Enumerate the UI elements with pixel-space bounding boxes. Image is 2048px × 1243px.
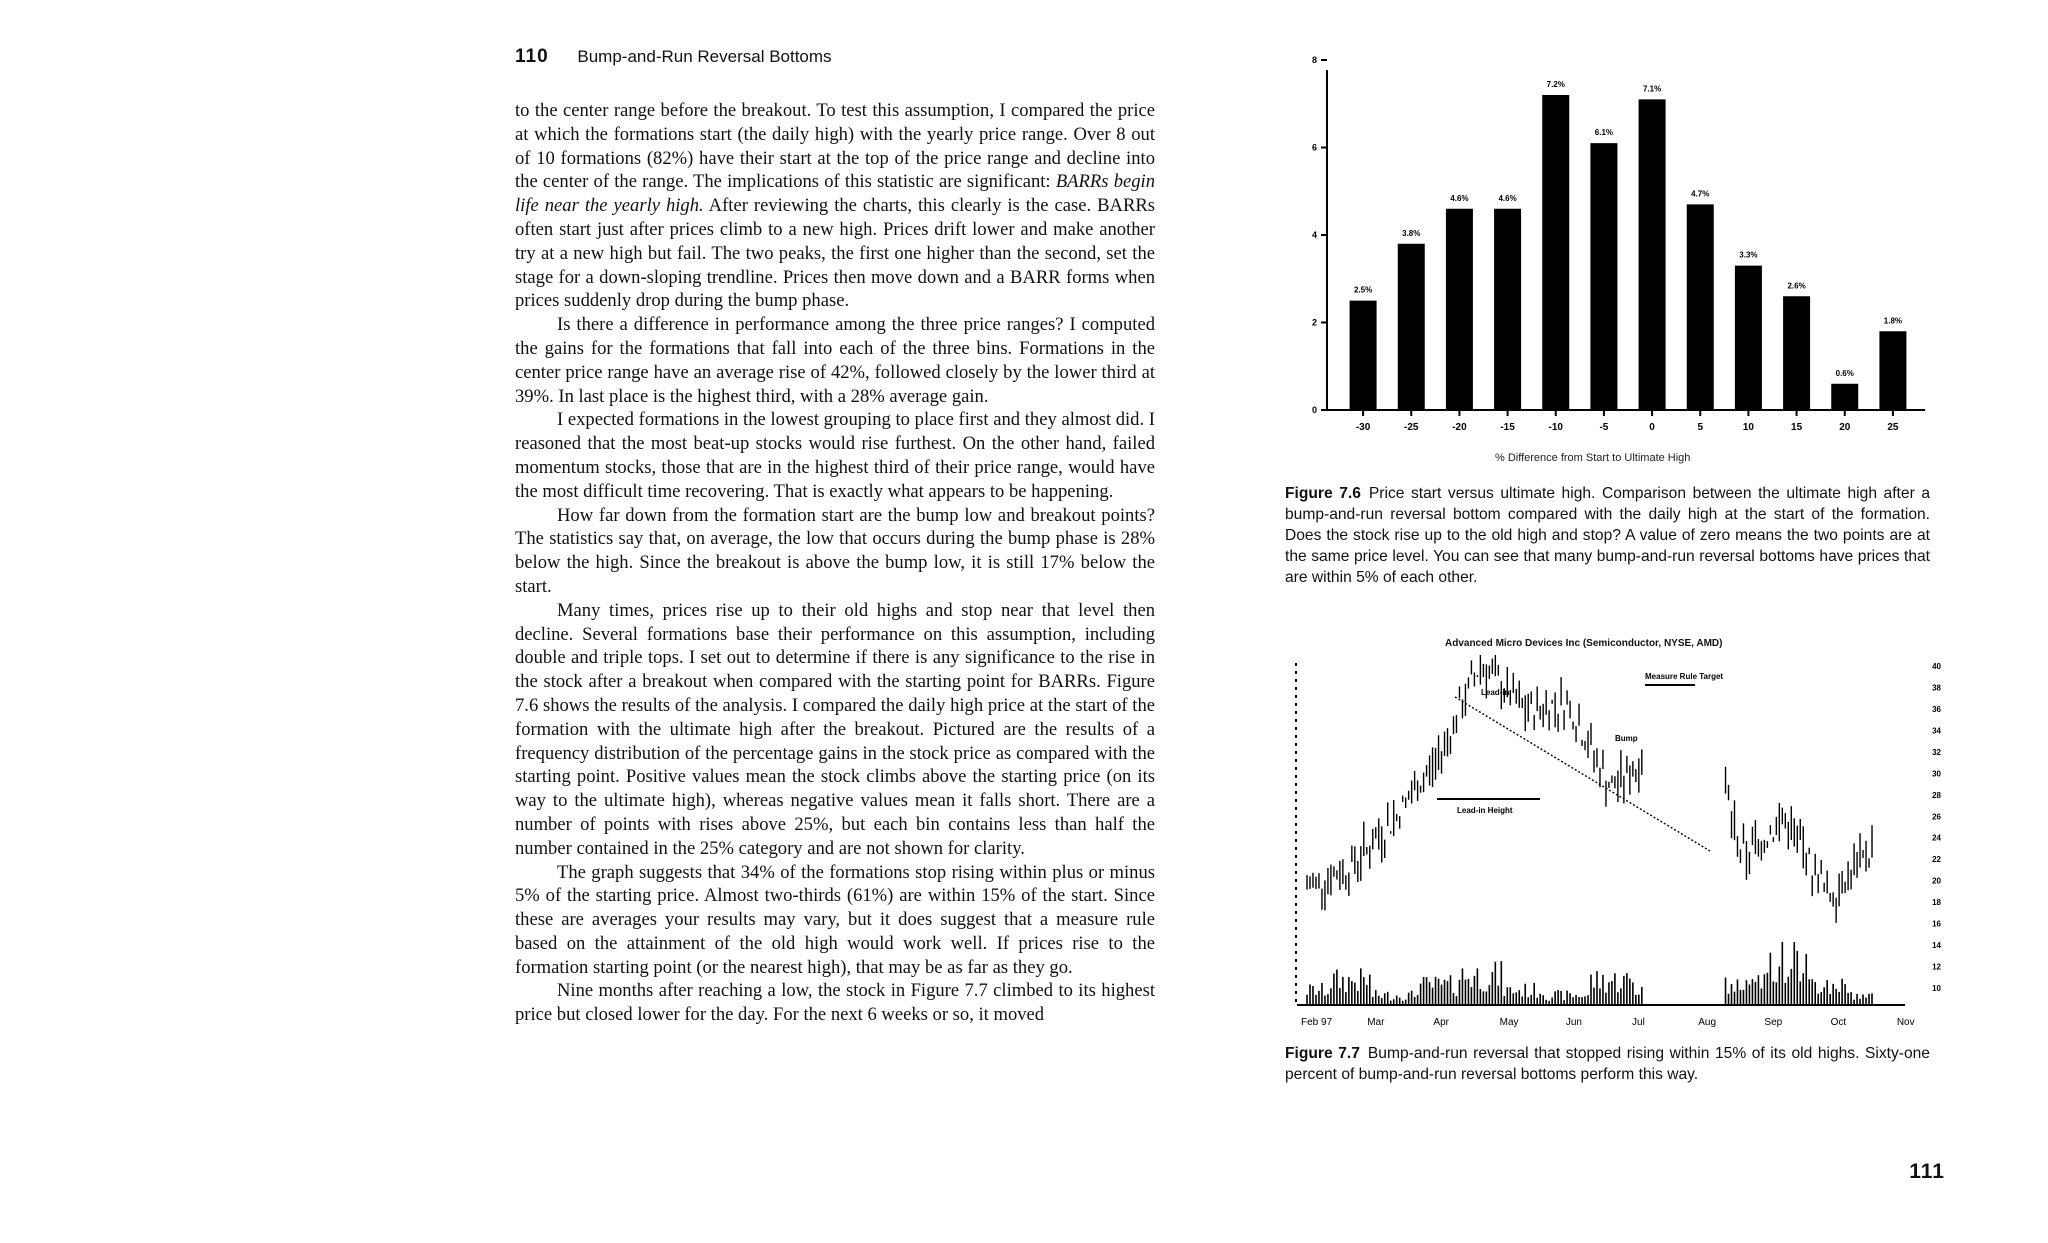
left-page xyxy=(515,0,1155,1243)
stock-chart-title: Advanced Micro Devices Inc (Semiconductor, NYSE, AMD) xyxy=(1445,638,1723,649)
volume-bars xyxy=(1307,942,1872,1005)
figure-7-7-stock-chart xyxy=(1285,655,1945,1035)
bar-data-label: 7.2% xyxy=(1546,80,1565,89)
frame-dot xyxy=(1295,855,1297,858)
paragraph: I expected formations in the lowest grouping to place first and they almost did. I reasoned that the most beat-up stocks would rise furthest. On the other hand, failed momentum stocks, those that are in the highest third of their price range, would have the most difficult time recovering. That is exactly what appears to be happening. xyxy=(515,409,1155,502)
page-number-right: 111 xyxy=(1909,1160,1945,1183)
bar-data-label: 4.6% xyxy=(1498,193,1517,203)
frame-dot xyxy=(1295,895,1297,898)
price-scale-label: 38 xyxy=(1932,683,1941,693)
month-label: Aug xyxy=(1698,1017,1717,1028)
price-scale-label: 40 xyxy=(1932,662,1941,671)
paragraph: to the center range before the breakout. To test this assumption, I compared the price at which the formations start (the daily high) with the yearly price range. Over 8 out of 10 formations (82%) have their start at the top of the price range and decline into the center of the range. The implications of this statistic are significant: BARRs begin life near the yearly high. After reviewing the charts, this clearly is the case. BARRs often start just after prices climb to a new high. Prices drift lower and make another try at a new high but fail. The two peaks, the first one higher than the second, set the stage for a down-sloping trendline. Prices then move down and a BARR forms when prices suddenly drop during the bump phase. xyxy=(515,100,1155,312)
frame-dot xyxy=(1295,735,1297,738)
month-label: Oct xyxy=(1830,1017,1847,1028)
frame-dot xyxy=(1295,935,1297,938)
frame-dot xyxy=(1295,903,1297,906)
month-label: Jul xyxy=(1632,1017,1645,1028)
price-scale-label: 28 xyxy=(1932,790,1941,800)
price-scale-label: 22 xyxy=(1932,855,1941,865)
histogram-bar xyxy=(1446,209,1473,410)
x-tick-label: -20 xyxy=(1452,422,1467,433)
bar-data-label: 7.1% xyxy=(1642,84,1662,94)
frame-dot xyxy=(1295,743,1297,746)
y-tick-label: 6 xyxy=(1311,142,1317,153)
x-tick-label: 10 xyxy=(1742,422,1754,433)
price-scale-label: 24 xyxy=(1932,833,1941,843)
frame-dot xyxy=(1295,983,1297,986)
paragraph: Nine months after reaching a low, the stock in Figure 7.7 climbed to its highest price but closed lower for the day. For the next 6 weeks or so, it moved xyxy=(515,980,1155,1026)
frame-dot xyxy=(1295,663,1297,666)
chart-annotations xyxy=(1437,672,1723,851)
bar-data-label: 4.6% xyxy=(1450,193,1469,203)
bar-data-label: 2.5% xyxy=(1353,285,1373,295)
histogram-bar xyxy=(1542,95,1569,410)
price-scale-label: 34 xyxy=(1932,726,1941,736)
frame-dot xyxy=(1295,815,1297,818)
frame-dot xyxy=(1295,839,1297,842)
month-label: May xyxy=(1499,1017,1519,1028)
month-label: Jun xyxy=(1565,1017,1582,1028)
frame-dot xyxy=(1295,999,1297,1002)
annotation-label: Bump xyxy=(1615,734,1638,743)
stock-chart-axis-labels xyxy=(1301,662,1942,1028)
histogram-bar xyxy=(1831,384,1858,410)
bar-data-label: 3.3% xyxy=(1739,250,1758,260)
body-text xyxy=(515,99,1155,1027)
down-trendline xyxy=(1455,697,1710,851)
frame-dot xyxy=(1295,823,1297,826)
x-tick-label: 15 xyxy=(1791,422,1803,433)
frame-dot xyxy=(1295,943,1297,946)
paragraph: The graph suggests that 34% of the formations stop rising within plus or minus 5% of the starting price. Almost two-thirds (61%) are within 15% of the start. Since these are averages your results may vary, but it does suggest that a measure rule based on the attainment of the old high would work well. If prices rise to the formation starting point (or the nearest high), that may be as far as they go. xyxy=(515,861,1155,978)
frame-dot xyxy=(1295,767,1297,770)
figure-7-6-caption xyxy=(1285,483,1930,588)
page-number-left: 110 xyxy=(515,46,549,67)
bar-data-label: 4.7% xyxy=(1691,189,1710,199)
frame-dot xyxy=(1295,703,1297,706)
histogram-bars xyxy=(1350,95,1907,410)
frame-dot xyxy=(1295,671,1297,674)
frame-dot xyxy=(1295,807,1297,810)
frame-dot xyxy=(1295,879,1297,882)
annotation-label: Measure Rule Target xyxy=(1645,672,1724,681)
running-head xyxy=(515,46,832,68)
frame-dot xyxy=(1295,719,1297,722)
italic-phrase: BARRs begin life near the yearly high. xyxy=(515,171,1155,217)
x-axis-title: % Difference from Start to Ultimate High xyxy=(1495,452,1691,464)
right-page xyxy=(1285,0,1945,1243)
price-scale-label: 16 xyxy=(1932,919,1941,929)
histogram-bar xyxy=(1494,209,1521,410)
price-scale-label: 30 xyxy=(1932,769,1941,779)
frame-dot xyxy=(1295,919,1297,922)
month-label: Sep xyxy=(1764,1017,1783,1028)
bar-data-label: 1.8% xyxy=(1883,316,1903,326)
histogram-bar xyxy=(1639,99,1666,410)
x-tick-label: -25 xyxy=(1404,422,1419,433)
caption-text: Bump-and-run reversal that stopped rising within 15% of its old highs. Sixty-one percent of bump-and-run reversal bottoms perform this way. xyxy=(1285,1045,1930,1083)
frame-dot xyxy=(1295,975,1297,978)
month-label: Apr xyxy=(1433,1017,1449,1028)
bar-data-label: 6.1% xyxy=(1594,128,1614,138)
y-tick-label: 4 xyxy=(1311,230,1317,240)
histogram-bar xyxy=(1783,296,1810,410)
frame-dot xyxy=(1295,847,1297,850)
frame-dot xyxy=(1295,695,1297,698)
frame-dot xyxy=(1295,679,1297,682)
y-tick-label: 2 xyxy=(1311,317,1317,328)
month-label: Mar xyxy=(1367,1017,1385,1028)
frame-dot xyxy=(1295,951,1297,954)
histogram-bar xyxy=(1398,244,1425,410)
running-head-title: Bump-and-Run Reversal Bottoms xyxy=(577,47,832,66)
bar-data-label: 3.8% xyxy=(1402,228,1421,238)
frame-dot xyxy=(1295,871,1297,874)
frame-dot xyxy=(1295,751,1297,754)
frame-dot xyxy=(1295,791,1297,794)
x-tick-label: 25 xyxy=(1887,422,1899,433)
histogram-bar xyxy=(1590,143,1617,410)
bar-data-label: 2.6% xyxy=(1787,281,1806,291)
month-label: Feb 97 xyxy=(1301,1017,1333,1028)
stock-chart-frame xyxy=(1295,663,1905,1005)
frame-dot xyxy=(1295,775,1297,778)
histogram-bar xyxy=(1350,301,1377,410)
price-scale-label: 20 xyxy=(1932,876,1941,886)
frame-dot xyxy=(1295,759,1297,762)
frame-dot xyxy=(1295,863,1297,866)
paragraph: Many times, prices rise up to their old highs and stop near that level then decline. Several formations base their performance on this assumption, including double and triple tops. I set out to determine if there is any significance to the rise in the stock after a breakout when compared with the starting point for BARRs. Figure 7.6 shows the results of the analysis. I compared the daily high price at the start of the formation with the ultimate high after the breakout. Pictured are the results of a frequency distribution of the percentage gains in the stock price as compared with the starting point. Positive values mean the stock climbs above the starting price (on its way to the ultimate high), whereas negative values mean it falls short. There are a number of points with rises above 25%, but each bin contains less than half the number contained in the 25% category and are not shown for clarity. xyxy=(515,599,1155,859)
histogram-bar xyxy=(1687,204,1714,410)
price-scale-label: 14 xyxy=(1932,941,1941,951)
x-tick-label: -30 xyxy=(1355,422,1371,433)
frame-dot xyxy=(1295,711,1297,714)
histogram-bar xyxy=(1735,266,1762,410)
price-scale-label: 10 xyxy=(1932,984,1941,993)
frame-dot xyxy=(1295,927,1297,930)
frame-dot xyxy=(1295,959,1297,962)
x-tick-label: 0 xyxy=(1649,422,1655,433)
caption-label: Figure 7.7 xyxy=(1285,1045,1360,1062)
frame-dot xyxy=(1295,831,1297,834)
x-tick-label: -10 xyxy=(1548,422,1563,433)
frame-dot xyxy=(1295,887,1297,890)
frame-dot xyxy=(1295,783,1297,786)
frame-dot xyxy=(1295,727,1297,730)
caption-text: Price start versus ultimate high. Comparison between the ultimate high after a bump-and-run reversal bottom compared with the daily high at the start of the formation. Does the stock rise up to the old high and stop? A value of zero means the two points are at the same price level. You can see that many bump-and-run reversal bottoms have prices that are within 5% of each other. xyxy=(1285,485,1930,586)
annotation-label: Lead-in Height xyxy=(1457,806,1513,815)
month-label: Nov xyxy=(1896,1017,1915,1028)
figure-7-7-caption xyxy=(1285,1043,1930,1085)
price-scale-label: 32 xyxy=(1932,747,1941,757)
paragraph: How far down from the formation start are the bump low and breakout points? The statistics say that, on average, the low that occurs during the bump phase is 28% below the high. Since the breakout is above the bump low, it is still 17% below the start. xyxy=(515,504,1155,597)
price-scale-label: 12 xyxy=(1932,962,1941,972)
x-tick-label: 20 xyxy=(1839,422,1851,433)
frame-dot xyxy=(1295,799,1297,802)
price-bars xyxy=(1307,655,1872,923)
paragraph: Is there a difference in performance among the three price ranges? I computed the gains for the formations that fall into each of the three bins. Formations in the center price range have an average rise of 42%, followed closely by the lower third at 39%. In last place is the highest third, with a 28% average gain. xyxy=(515,314,1155,407)
x-tick-label: -15 xyxy=(1500,422,1515,433)
histogram-bar xyxy=(1879,331,1906,410)
x-tick-label: 5 xyxy=(1697,422,1704,433)
frame-dot xyxy=(1295,911,1297,914)
x-tick-label: -5 xyxy=(1599,422,1609,433)
figure-7-6-histogram xyxy=(1285,40,1945,440)
bar-data-label: 0.6% xyxy=(1835,368,1854,378)
caption-label: Figure 7.6 xyxy=(1285,485,1361,502)
price-scale-label: 26 xyxy=(1932,812,1941,822)
annotation-label: Lead-in xyxy=(1481,688,1510,697)
frame-dot xyxy=(1295,991,1297,994)
price-scale-label: 36 xyxy=(1932,704,1941,714)
frame-dot xyxy=(1295,967,1297,970)
y-tick-label: 0 xyxy=(1311,405,1317,415)
frame-dot xyxy=(1295,687,1297,690)
price-scale-label: 18 xyxy=(1932,898,1941,908)
y-tick-label: 8 xyxy=(1311,55,1317,65)
